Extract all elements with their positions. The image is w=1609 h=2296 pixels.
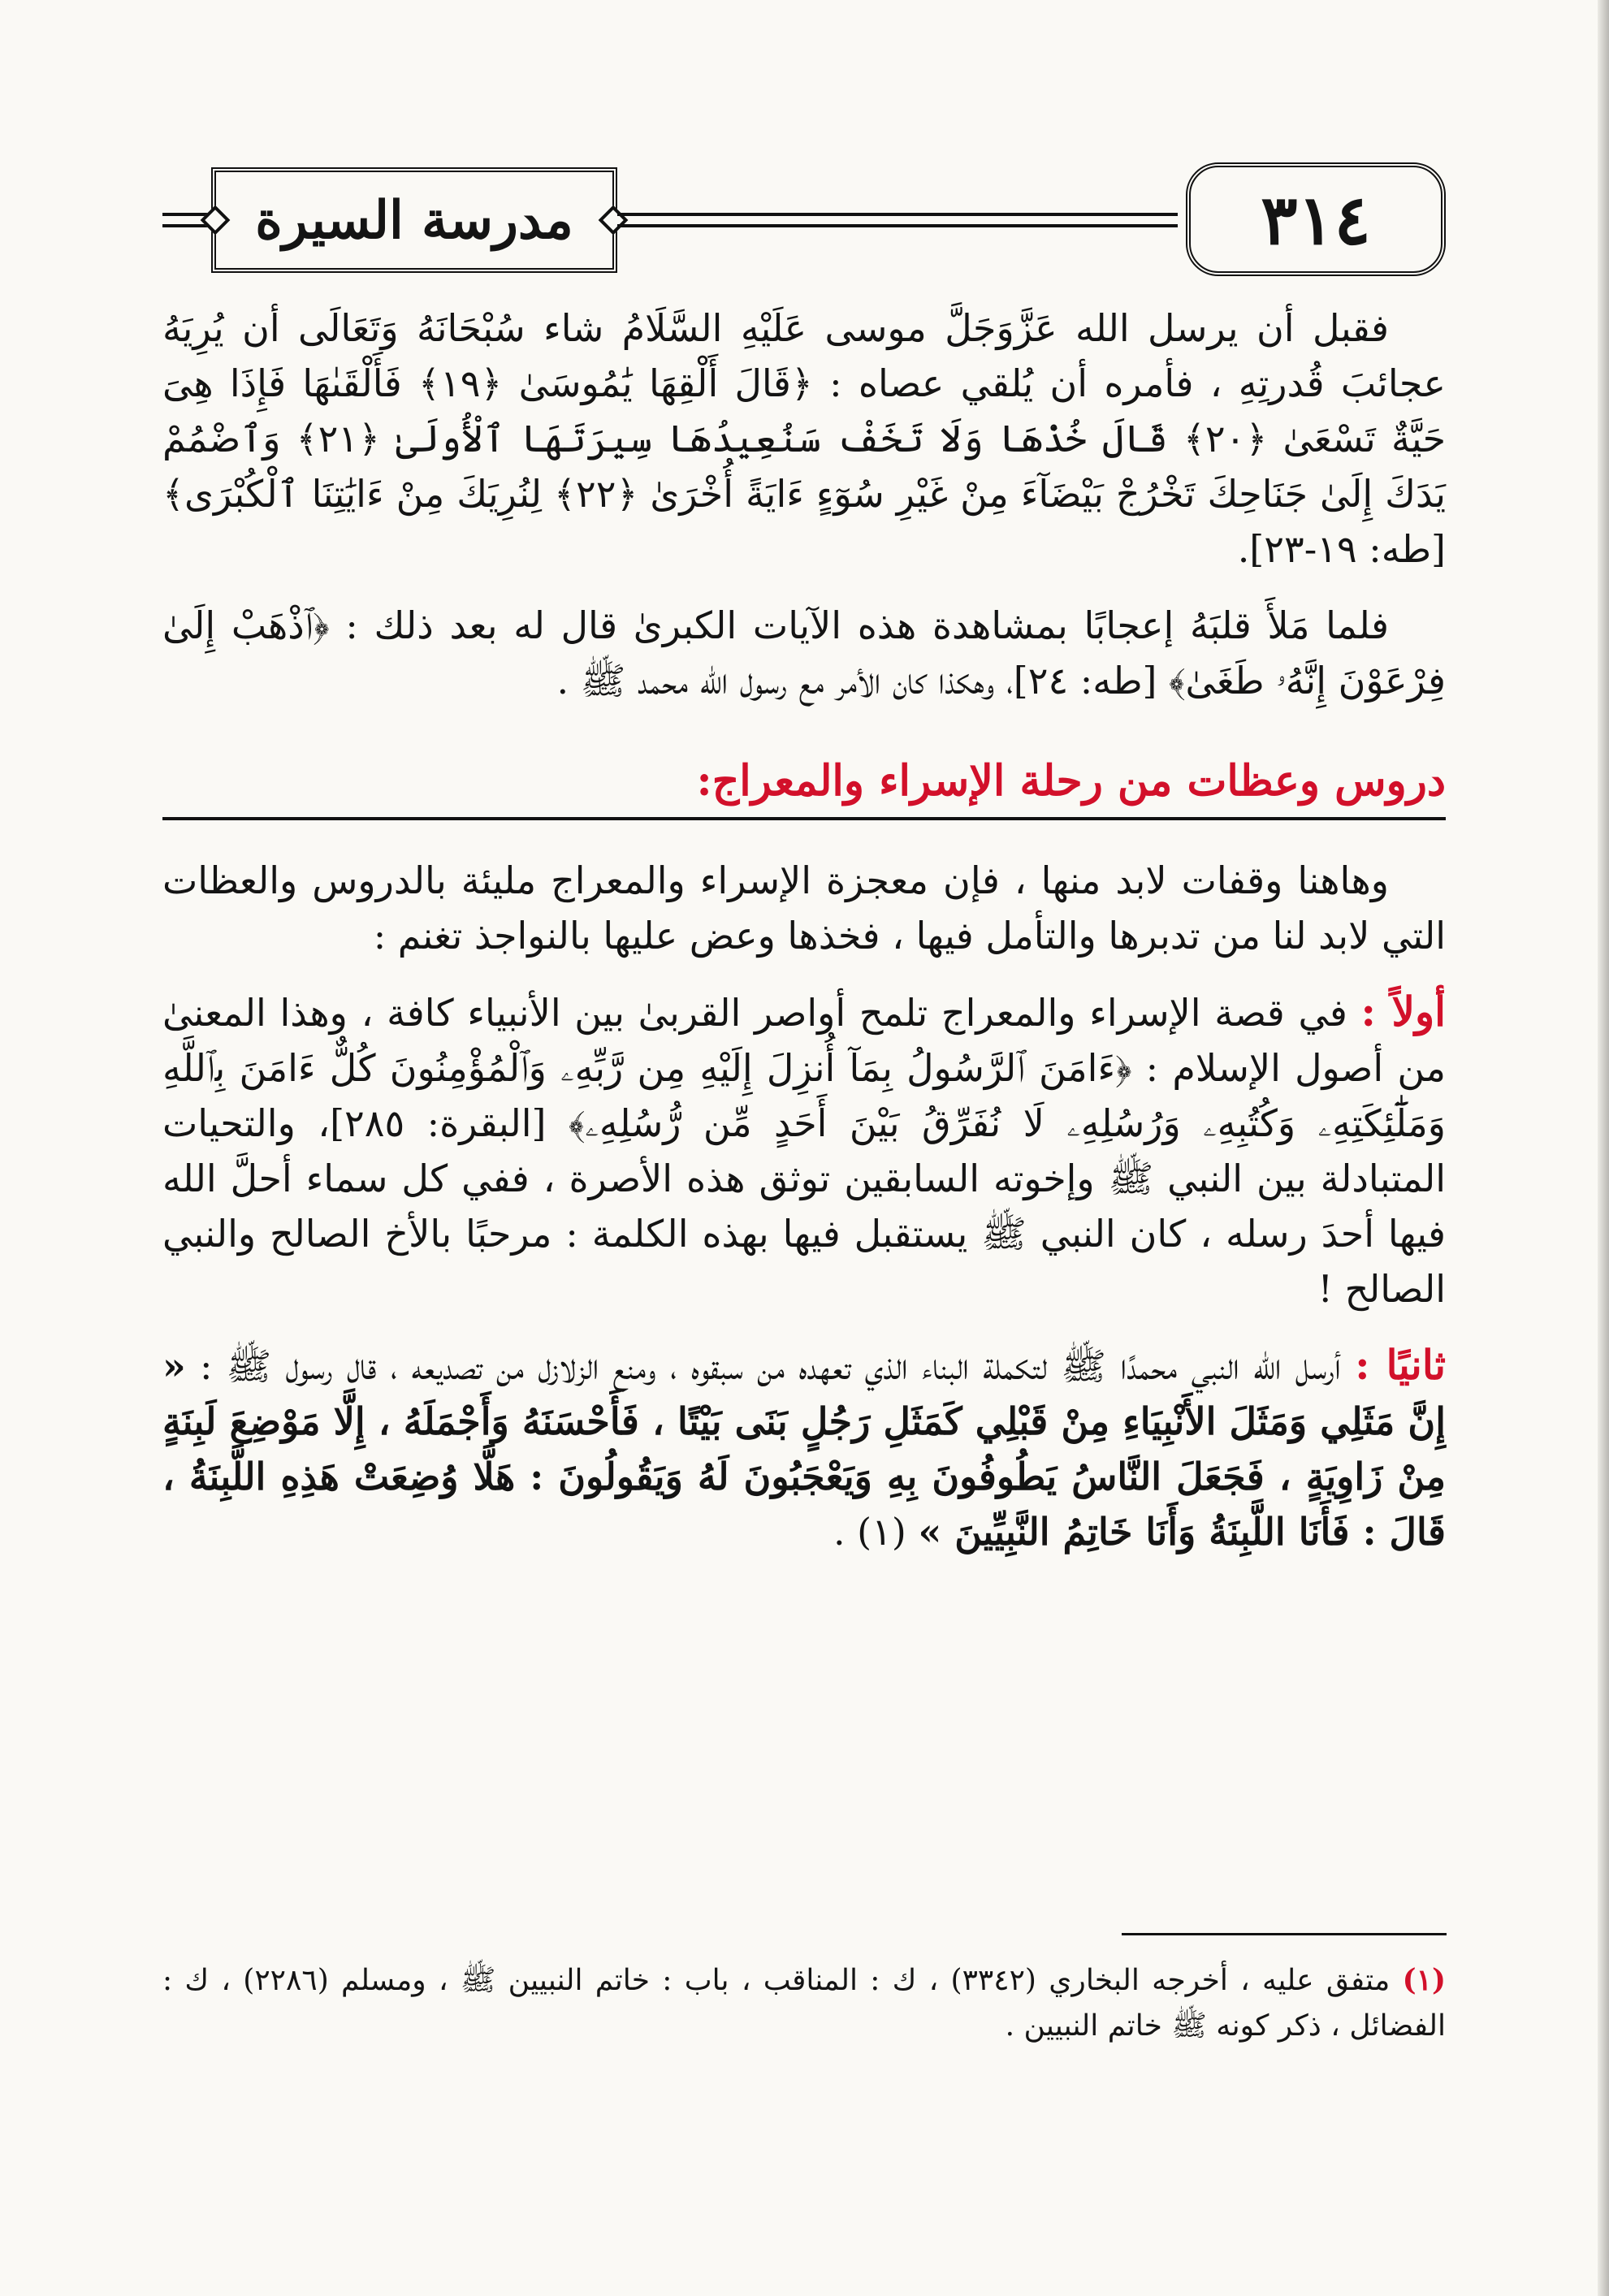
page-number	[1186, 162, 1446, 276]
hadith-text: « إِنَّ مَثَلِي وَمَثَلَ الأَنْبِيَاءِ مِنْ قَبْلِي كَمَثَلِ رَجُلٍ بَنَى بَيْتًا ، فَأَحْسَنَهُ وَأَجْمَلَهُ ، إِلَّا مَوْضِعَ لَبِنَةٍ مِنْ زَاوِيَةٍ ، فَجَعَلَ النَّاسُ يَطُوفُونَ بِهِ وَيَعْجَبُونَ لَهُ وَيَقُولُونَ : هَلَّا وُضِعَتْ هَذِهِ اللَّبِنَةُ ، قَالَ : فَأَنَا اللَّبِنَةُ وَأَنَا خَاتِمُ النَّبِيِّينَ »	[162, 1344, 1446, 1554]
paragraph-3: وهاهنا وقفات لابد منها ، فإن معجزة الإسراء والمعراج مليئة بالدروس والعظات التي لابد لنا من تدبرها والتأمل فيها ، فخذها وعض عليها بالنواجذ تغنم :	[162, 858, 1446, 958]
paragraph-2: فلما مَلأَ قلبَهُ إعجابًا بمشاهدة هذه الآيات الكبرىٰ قال له بعد ذلك : ﴿ٱذْهَبْ إِلَىٰ فِرْعَوْنَ إِنَّهُۥ طَغَىٰ﴾ [طه: ٢٤]، وهكذا كان الأمر مع رسول الله محمد ﷺ .	[162, 603, 1446, 703]
header-rule	[617, 213, 1178, 227]
running-title	[211, 167, 617, 273]
paragraph-first-point	[162, 984, 1446, 1317]
footnote-separator	[1122, 1933, 1447, 1935]
second-point-label: ثانيًا :	[1355, 1341, 1446, 1389]
first-point-text: في قصة الإسراء والمعراج تلمح أواصر القربىٰ بين الأنبياء كافة ، وهذا المعنىٰ من أصول الإسلام : ﴿ءَامَنَ ٱلرَّسُولُ بِمَآ أُنزِلَ إِلَيْهِ مِن رَّبِّهِۦ وَٱلْمُؤْمِنُونَ كُلٌّ ءَامَنَ بِٱللَّهِ وَمَلَٰٓئِكَتِهِۦ وَكُتُبِهِۦ وَرُسُلِهِۦ لَا نُفَرِّقُ بَيْنَ أَحَدٍ مِّن رُّسُلِهِۦ﴾ [البقرة: ٢٨٥]، والتحيات المتبادلة بين النبي ﷺ وإخوته السابقين توثق هذه الأصرة ، ففي كل سماء أحلَّ الله فيها أحدَ رسله ، كان النبي ﷺ يستقبل فيها بهذه الكلمة : مرحبًا بالأخ الصالح والنبي الصالح !	[162, 991, 1446, 1311]
scan-edge-shadow	[1598, 0, 1609, 2296]
running-title-text: مدرسة السيرة	[255, 189, 573, 251]
paragraph-second-point	[162, 1338, 1446, 1559]
first-point-label: أولاً :	[1360, 988, 1447, 1036]
footnote-text: متفق عليه ، أخرجه البخاري (٣٣٤٢) ، ك : المناقب ، باب : خاتم النبيين ﷺ ، ومسلم (٢٢٨٦) ، ك : الفضائل ، ذكر كونه ﷺ خاتم النبيين .	[162, 1964, 1446, 2043]
paragraph-1: فقبل أن يرسل الله عَزَّوَجَلَّ موسى عَلَيْهِ السَّلَامُ شاء سُبْحَانَهُ وَتَعَالَى أن يُرِيَهُ عجائبَ قُدرتِهِ ، فأمره أن يُلقي عصاه : ﴿قَالَ أَلْقِهَا يَٰمُوسَىٰ ﴿١٩﴾ فَأَلْقَىٰهَا فَإِذَا هِىَ حَيَّةٌ تَسْعَىٰ ﴿٢٠﴾ قَالَ خُذْهَا وَلَا تَخَفْ سَنُعِيدُهَا سِيرَتَهَا ٱلْأُولَىٰ ﴿٢١﴾ وَٱضْمُمْ يَدَكَ إِلَىٰ جَنَاحِكَ تَخْرُجْ بَيْضَآءَ مِنْ غَيْرِ سُوٓءٍ ءَايَةً أُخْرَىٰ ﴿٢٢﴾ لِنُرِيَكَ مِنْ ءَايَٰتِنَا ٱلْكُبْرَى﴾ [طه: ١٩-٢٣].	[162, 306, 1447, 571]
page-header	[162, 162, 1446, 276]
footnote-number: (١)	[1402, 1963, 1446, 1997]
section-heading: دروس وعظات من رحلة الإسراء والمعراج:	[162, 754, 1446, 820]
main-text	[162, 301, 1446, 1580]
footnotes	[162, 1957, 1446, 2049]
second-point-intro: أرسل الله النبي محمدًا ﷺ لتكملة البناء الذي تعهده من سبقوه ، ومنع الزلازل من تصديعه ، قال رسول ﷺ :	[199, 1344, 1341, 1388]
footnote-reference: (١) .	[833, 1510, 906, 1554]
page-number-text: ٣١٤	[1261, 179, 1371, 260]
